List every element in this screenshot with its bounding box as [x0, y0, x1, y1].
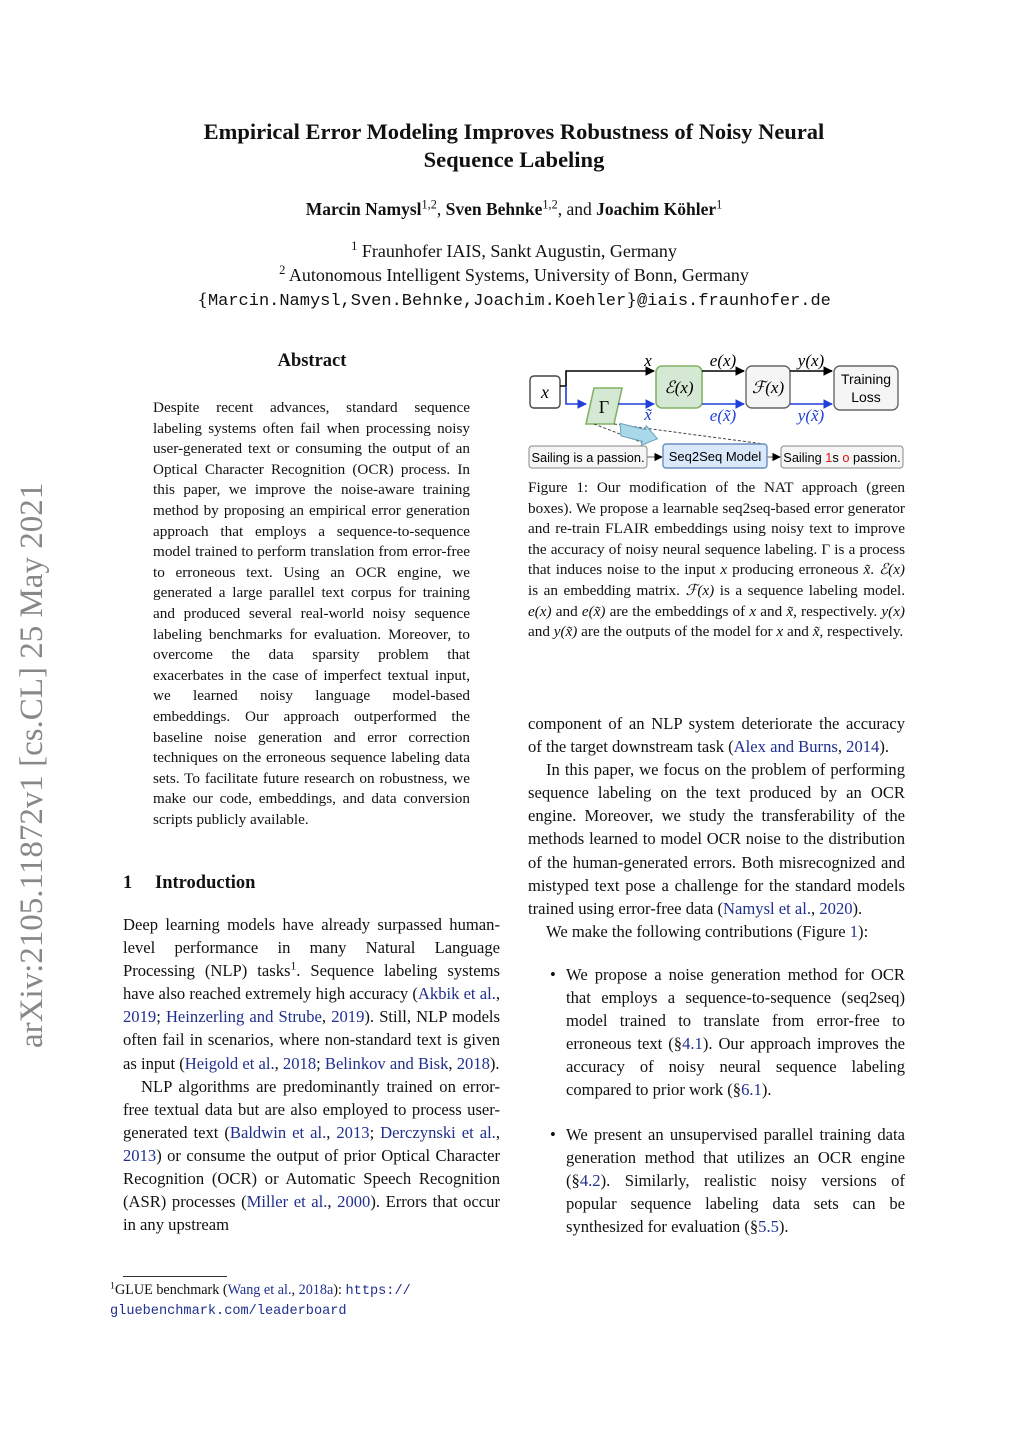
citation-link[interactable]: Wang et al. — [227, 1282, 292, 1298]
author-and: , and — [557, 199, 597, 219]
training-loss-line-1: Training — [840, 371, 892, 387]
input-x-label: x — [541, 382, 549, 402]
citation-link[interactable]: 2019 — [123, 1007, 157, 1027]
citation-link[interactable]: 2013 — [123, 1145, 157, 1165]
right-column-body — [528, 712, 905, 1259]
paper-title — [120, 118, 908, 174]
affiliation-2 — [100, 263, 928, 287]
contribution-item: • We propose a noise generation method for OCR that employs a sequence-to-sequence (seq2seq) model trained to translate from error-free to erroneous text (§4.1). Our approach improves the accuracy of noisy neural sequence labeling compared to prior work (§6.1). — [550, 964, 905, 1100]
affiliation-1 — [100, 239, 928, 263]
arrow-xtilde-label: x̃ — [644, 405, 652, 424]
seq2seq-label: Seq2Seq Model — [668, 449, 762, 464]
contribution-list — [528, 963, 905, 1238]
title-line-2: Sequence Labeling — [423, 147, 605, 172]
author-3: Joachim Köhler — [596, 199, 717, 219]
citation-link[interactable]: 2018 — [282, 1053, 317, 1073]
training-loss-line-2: Loss — [851, 389, 881, 405]
affiliation-2-text: Autonomous Intelligent Systems, University of Bonn, Germany — [288, 265, 749, 285]
figure-1-diagram — [526, 348, 908, 476]
section-reference-link[interactable]: 4.1 — [682, 1034, 703, 1054]
left-column-body — [123, 913, 500, 1236]
title-line-1: Empirical Error Modeling Improves Robustness of Noisy Neural — [203, 119, 825, 144]
author-1: Marcin Namysl — [305, 199, 422, 219]
footnote-ref[interactable]: 1 — [290, 959, 297, 973]
zoom-arrow — [616, 419, 660, 448]
author-emails: {Marcin.Namysl,Sven.Behnke,Joachim.Koehler}@iais.fraunhofer.de — [197, 290, 831, 311]
footnote-rule — [123, 1276, 227, 1277]
intro-paragraph-5: We make the following contributions (Figure 1): — [546, 921, 869, 941]
intro-paragraph-2: NLP algorithms are predominantly trained on error-free textual data but are also employed to process user-generated text (Baldwin et al., 2013; Derczynski et al., 2013) or consume the output of prior Optical Character Recognition (OCR) or Automatic Speech Recognition (ASR) processes (Miller et al., 2000). Errors that occur in any upstream — [123, 1076, 500, 1235]
citation-link[interactable]: Heinzerling and Strube — [165, 1007, 322, 1027]
citation-link[interactable]: 2014 — [846, 737, 880, 757]
abstract-text: Despite recent advances, standard sequence labeling systems often fail when processing noisy user-generated text or consuming the output of an Optical Character Recognition (OCR) process. In this paper, we improve the noise-aware training method by proposing an empirical error generation approach that employs a sequence-to-sequence model trained to perform translation from error-free to erroneous text. Using an OCR engine, we generated a large parallel text corpus for training and produced several real-world noisy sequence labeling benchmarks for evaluation. Moreover, to overcome the data sparsity problem that exacerbates in the case of imperfect textual input, we learned noisy language model-based embeddings. Our approach outperformed the baseline noise generation and error correction techniques on the erroneous sequence labeling data sets. To facilitate future research on robustness, we make our code, embeddings, and data conversion scripts publicly available. — [153, 399, 470, 828]
section-title: Introduction — [155, 873, 256, 893]
arxiv-stamp: arXiv:2105.11872v1 [cs.CL] 25 May 2021 — [14, 482, 50, 1048]
contribution-item: • We present an unsupervised parallel training data generation method that utilizes an OCR engine (§4.2). Similarly, realistic noisy versions of popular sequence labeling data sets can be synthesized for evaluation (§5.5). — [550, 1124, 905, 1236]
footnote-url-part-1[interactable]: https:// — [345, 1284, 411, 1299]
noise-process-label: Γ — [598, 397, 610, 417]
arrow-ex-label: e(x) — [709, 351, 737, 370]
abstract-heading: Abstract — [277, 351, 347, 371]
arrow-ext-label: e(x̃) — [709, 406, 737, 425]
citation-link[interactable]: 2013 — [336, 1122, 370, 1142]
caption-label: Figure 1: — [528, 479, 589, 496]
output-sentence: Sailing 1s o passion. — [783, 450, 901, 465]
section-number: 1 — [123, 873, 133, 893]
author-2-affil: 1,2 — [542, 197, 558, 212]
author-3-affil: 1 — [716, 197, 723, 212]
arrow-x-to-encoder — [560, 371, 654, 386]
affiliations — [100, 239, 928, 287]
author-list — [120, 196, 908, 222]
figure-reference-link[interactable]: 1 — [849, 921, 859, 941]
footnote-url-part-2[interactable]: gluebenchmark.com/leaderboard — [110, 1304, 347, 1319]
citation-link[interactable]: Derczynski et al. — [380, 1122, 496, 1142]
citation-link[interactable]: Miller et al. — [246, 1192, 328, 1212]
author-2: Sven Behnke — [445, 199, 543, 219]
citation-link[interactable]: 2019 — [331, 1007, 365, 1027]
intro-paragraph-3: component of an NLP system deteriorate the accuracy of the target downstream task (Alex and Burns, 2014). — [528, 714, 905, 757]
affiliation-1-text: Fraunhofer IAIS, Sankt Augustin, Germany — [361, 241, 677, 261]
citation-link[interactable]: Belinkov and Bisk — [324, 1053, 449, 1073]
arrow-yx-label: y(x) — [797, 351, 825, 370]
citation-link[interactable]: Baldwin et al. — [229, 1122, 327, 1142]
section-reference-link[interactable]: 4.2 — [579, 1170, 601, 1190]
figure-1-caption: Figure 1: Our modification of the NAT approach (green boxes). We propose a learnable seq2seq-based error generator and re-train FLAIR embeddings using noisy text to improve the accuracy of noisy neural sequence labeling. Γ is a process that induces noise to the input x producing erroneous x̃. ℰ(x) is an embedding matrix. ℱ(x) is a sequence labeling model. e(x) and e(x̃) are the embeddings of x and x̃, respectively. y(x) and y(x̃) are the outputs of the model for x and x̃, respectively. — [528, 479, 906, 641]
section-reference-link[interactable]: 5.5 — [758, 1216, 779, 1236]
bullet-dot-icon: • — [550, 1124, 556, 1144]
citation-link[interactable]: Akbik et al. — [417, 984, 496, 1004]
input-sentence: Sailing is a passion. — [531, 450, 645, 465]
intro-paragraph-4: In this paper, we focus on the problem of performing sequence labeling on the text produced by an OCR engine. Moreover, we study the transferability of the methods learned to model OCR noise to the distribution of the human-generated errors. Both misrecognized and mistyped text pose a challenge for the standard models trained using error-free data (Namysl et al., 2020). — [528, 760, 905, 918]
section-heading-introduction — [123, 873, 255, 894]
embedding-label: ℰ(x) — [664, 378, 694, 397]
footnote-number: 1 — [110, 1280, 115, 1292]
citation-link[interactable]: Heigold et al. — [184, 1053, 275, 1073]
citation-link[interactable]: 2018a — [298, 1282, 334, 1298]
citation-link[interactable]: Namysl et al. — [723, 898, 812, 918]
labeling-model-label: ℱ(x) — [751, 378, 785, 397]
bullet-dot-icon: • — [550, 964, 556, 984]
affiliation-2-marker: 2 — [279, 263, 286, 278]
email-domain: @iais.fraunhofer.de — [637, 292, 831, 311]
footnote: $^1$GLUE benchmark (Wang et al., 2018a): https:// gluebenchmark.com/leaderboard — [110, 1280, 411, 1319]
author-1-affil: 1,2 — [421, 197, 437, 212]
citation-link[interactable]: 2020 — [819, 898, 853, 918]
citation-link[interactable]: 2018 — [456, 1053, 490, 1073]
citation-link[interactable]: Alex and Burns — [733, 737, 838, 757]
affiliation-1-marker: 1 — [351, 239, 358, 254]
citation-link[interactable]: 2000 — [337, 1192, 371, 1212]
email-names: Marcin.Namysl,Sven.Behnke,Joachim.Koehler — [207, 292, 627, 311]
section-reference-link[interactable]: 6.1 — [741, 1080, 762, 1100]
intro-paragraph-1: Deep learning models have already surpassed human-level performance in many Natural Language Processing (NLP) tasks$^1$. Sequence labeling systems have also reached extremely high accuracy (Akbik et al., 2019; Heinzerling and Strube, 2019). Still, NLP models often fail in scenarios, where non-standard text is given as input (Heigold et al., 2018; Belinkov and Bisk, 2018). — [123, 915, 500, 1073]
arrow-yxt-label: y(x̃) — [797, 406, 825, 425]
arrow-x-to-gamma — [566, 386, 586, 404]
arrow-x-label: x — [644, 351, 652, 370]
author-separator: , — [436, 199, 446, 219]
